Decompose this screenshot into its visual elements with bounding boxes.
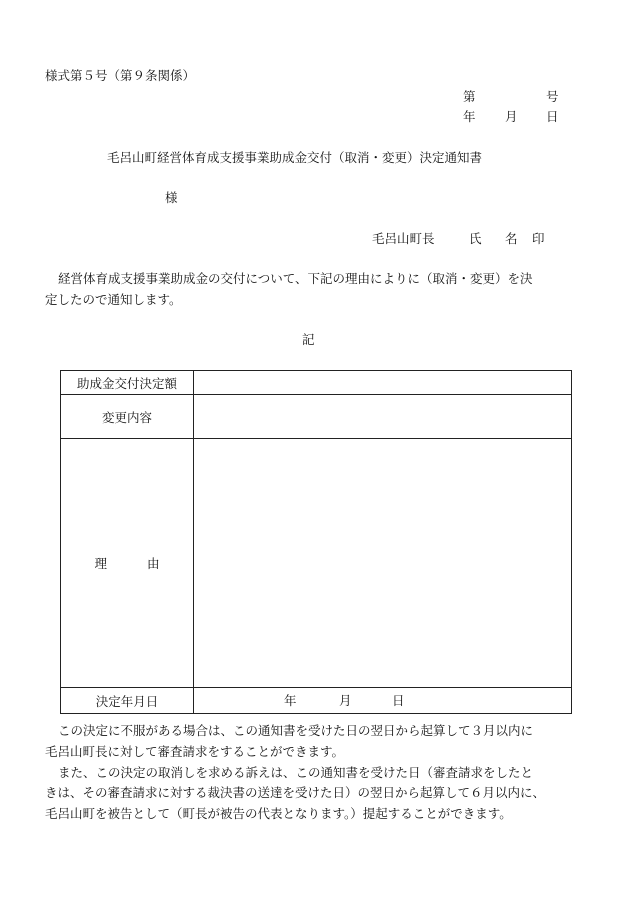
sender-title: 毛呂山町長 [372, 231, 435, 246]
decision-month: 月 [339, 693, 352, 708]
details-table [60, 370, 572, 714]
form-number: 様式第５号（第９条関係） [45, 68, 196, 83]
body-line-1: 経営体育成支援事業助成金の交付について、下記の理由によりに（取消・変更）を決 [58, 271, 533, 286]
grant-amount-cell[interactable] [194, 371, 571, 394]
body-line-2: 定したので通知します。 [45, 292, 182, 307]
decision-date-cell[interactable] [194, 688, 571, 713]
decision-year: 年 [284, 693, 297, 708]
reason-cell[interactable] [194, 439, 571, 687]
note-1-line-2: 毛呂山町長に対して審査請求をすることができます。 [45, 744, 345, 759]
document-title: 毛呂山町経営体育成支援事業助成金交付（取消・変更）決定通知書 [107, 150, 483, 165]
doc-number-prefix: 第 [463, 89, 476, 104]
note-1-line-1: この決定に不服がある場合は、この通知書を受けた日の翌日から起算して３月以内に [58, 723, 534, 738]
date-month-label: 月 [505, 109, 518, 124]
table-row [61, 439, 571, 688]
date-year-label: 年 [463, 109, 476, 124]
doc-number-suffix: 号 [546, 89, 559, 104]
decision-day: 日 [392, 693, 405, 708]
change-content-cell[interactable] [194, 395, 571, 438]
ki-heading: 記 [302, 332, 315, 347]
sender-name-2: 名 [505, 231, 518, 246]
change-content-label: 変更内容 [61, 395, 194, 438]
decision-date-label: 決定年月日 [61, 688, 194, 713]
recipient-suffix: 様 [165, 190, 178, 205]
table-row [61, 395, 571, 439]
grant-amount-label: 助成金交付決定額 [61, 371, 194, 394]
date-day-label: 日 [546, 109, 559, 124]
table-row [61, 688, 571, 713]
note-2-line-3: 毛呂山町を被告として（町長が被告の代表となります。）提起することができます。 [45, 806, 512, 821]
reason-label: 理 由 [61, 439, 194, 687]
table-row [61, 371, 571, 395]
sender-name-1: 氏 [469, 231, 482, 246]
seal-mark: 印 [532, 231, 545, 246]
note-2-line-2: きは、その審査請求に対する裁決書の送達を受けた日）の翌日から起算して６月以内に、 [45, 785, 546, 800]
note-2-line-1: また、この決定の取消しを求める訴えは、この通知書を受けた日（審査請求をしたと [58, 765, 534, 780]
